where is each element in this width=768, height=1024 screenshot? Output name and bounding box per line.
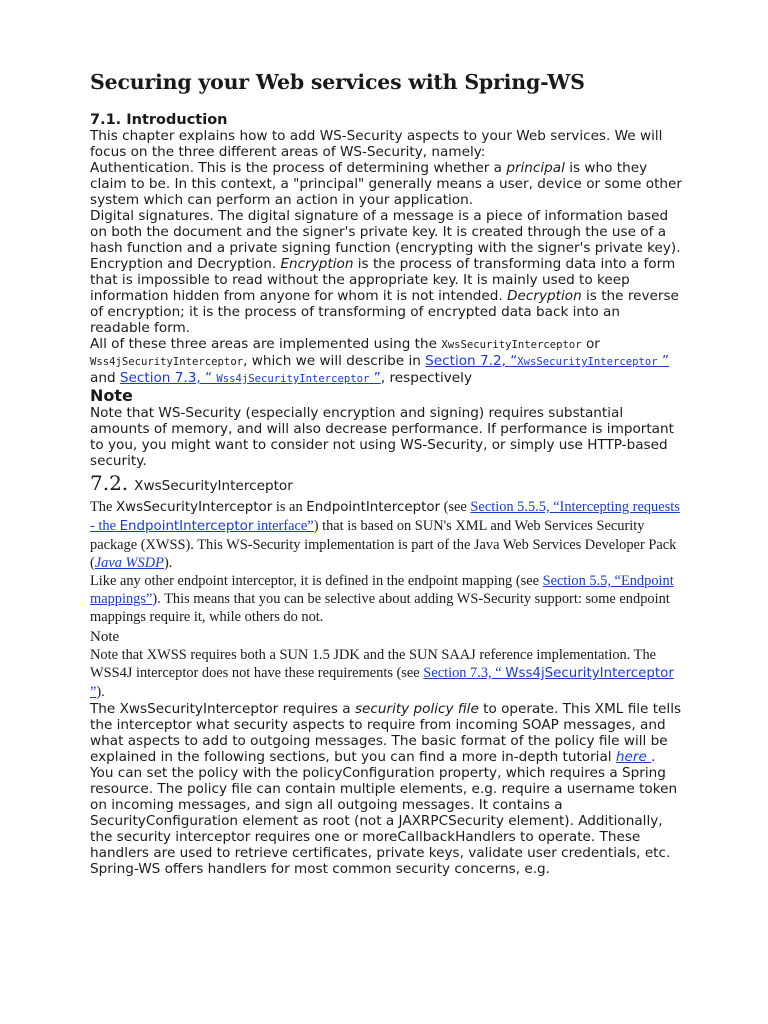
note-heading: Note — [90, 386, 133, 405]
section-7-2-title: XwsSecurityInterceptor — [134, 478, 293, 494]
encryption-paragraph — [90, 256, 682, 336]
section-7-3-note-link-text: Section 7.3, “ — [423, 665, 506, 681]
encryption-text-end: is the reverse of encryption; it is the process of transforming of encrypted data back into an readable form. — [90, 288, 679, 336]
policy-file-text: The XwsSecurityInterceptor requires a — [90, 701, 355, 717]
intro-paragraph: This chapter explains how to add WS-Security aspects to your Web services. We will focus on the three different areas of WS-Security, namely: — [90, 128, 663, 160]
endpoint-interceptor-name: EndpointInterceptor — [306, 500, 441, 515]
section-7-1-heading: 7.1. Introduction — [90, 112, 228, 128]
xws-interceptor-code: XwsSecurityInterceptor — [441, 339, 582, 351]
xws-intro-text-end: ). — [163, 555, 173, 571]
implementation-text-mid: , which we will describe in — [243, 353, 426, 369]
wss4j-interceptor-code: Wss4jSecurityInterceptor — [90, 356, 244, 368]
xws-intro-paragraph — [90, 498, 682, 572]
xws-intro-is-an: is an — [272, 499, 307, 515]
endpoint-mapping-paragraph — [90, 572, 682, 626]
security-policy-term: security policy file — [354, 701, 479, 717]
section-7-2-link-text: Section 7.2, “ — [425, 353, 518, 369]
note-paragraph: Note that WS-Security (especially encryption and signing) requires substantial amounts of memory, and will also decrease performance. If performance is important to you, you might want to consider not using WS-Security, or simply use HTTP-based security. — [90, 405, 674, 469]
authentication-paragraph — [90, 160, 682, 208]
implementation-text-end: , respectively — [380, 370, 472, 386]
section-7-3-note-link-end: ” — [90, 684, 97, 700]
page-title: Securing your Web services with Spring-WS — [90, 70, 585, 94]
section-7-3-link[interactable] — [120, 370, 381, 386]
section-5-5-5-link-end: interface” — [253, 518, 314, 534]
encryption-text-mid: is the process of transforming data into a form that is impossible to read without the appropriate key. It is mainly used to keep information hidden from anyone for whom it is not intended. — [90, 256, 676, 304]
java-wsdp-link[interactable] — [95, 555, 164, 571]
xws-intro-text-mid: ) that is based on SUN's XML and Web Services Security package (XWSS). This WS-Security implementation is part of the Java Web Services Developer Pack ( — [90, 518, 677, 571]
tutorial-here-link[interactable] — [616, 749, 651, 765]
decryption-term: Decryption — [507, 288, 582, 304]
section-7-2-link[interactable] — [425, 353, 669, 369]
section-7-3-note-link-code: Wss4jSecurityInterceptor — [505, 666, 674, 681]
implementation-and: and — [90, 370, 120, 386]
endpoint-mapping-text-end: ). This means that you can be selective about adding WS-Security support: some endpoint mappings require it, while others do not. — [90, 591, 670, 625]
implementation-paragraph — [90, 336, 682, 387]
encryption-text: Encryption and Decryption. — [90, 256, 281, 272]
xwss-note-text: Note that XWSS requires both a SUN 1.5 JDK and the SUN SAAJ reference implementation. The WSS4J interceptor does not have these requirements (see — [90, 647, 657, 681]
tutorial-here-link-text: here — [615, 749, 652, 765]
xws-intro-text: The — [90, 499, 116, 515]
section-5-5-5-link-code: EndpointInterceptor — [119, 519, 254, 534]
xwss-note-text-end: ). — [96, 684, 105, 700]
policy-file-paragraph — [90, 701, 682, 877]
policy-file-text-end: . You can set the policy with the policyConfiguration property, which requires a Spring resource. The policy file can contain multiple elements, e.g. require a username token on incoming messages, and sign all outgoing messages. It contains a SecurityConfiguration element as root (not a JAXRPCSecurity element). Additionally, the security interceptor requires one or moreCallbackHandlers to operate. These handlers are used to retrieve certificates, private keys, validate user credentials, etc. Spring-WS offers handlers for most common security concerns, e.g. — [90, 749, 678, 877]
section-5-5-link[interactable]: Section 5.5, “Endpoint mappings” — [90, 573, 674, 607]
java-wsdp-link-text: Java WSDP — [94, 555, 164, 571]
xwss-note-paragraph — [90, 646, 682, 701]
section-7-3-link-code: Wss4jSecurityInterceptor — [216, 373, 370, 385]
xws-intro-see: (see — [440, 499, 471, 515]
digital-signatures-paragraph: Digital signatures. The digital signature of a message is a piece of information based on both the document and the signer's private key. It is created through the use of a hash function and a private signing function (encrypting with the signer's private key). — [90, 208, 681, 256]
xwss-note-heading: Note — [90, 629, 120, 645]
policy-file-text-mid: to operate. This XML file tells the interceptor what security aspects to require from incoming SOAP messages, and what aspects to add to outgoing messages. The basic format of the policy file will be explained in the following sections, but you can find a more in-depth tutorial — [90, 701, 682, 765]
endpoint-mapping-text: Like any other endpoint interceptor, it is defined in the endpoint mapping (see — [90, 573, 543, 589]
section-5-5-5-link-text: Section 5.5.5, “Intercepting requests - the — [90, 499, 680, 534]
section-7-2-link-code: XwsSecurityInterceptor — [517, 356, 658, 368]
section-7-3-link-end: ” — [369, 370, 381, 386]
section-7-2-number: 7.2. — [90, 471, 129, 495]
authentication-text: Authentication. This is the process of determining whether a — [90, 160, 507, 176]
xws-class-name: XwsSecurityInterceptor — [115, 500, 273, 515]
authentication-text-end: is who they claim to be. In this context, a "principal" generally means a user, device or some other system which can perform an action in your application. — [90, 160, 682, 208]
document-page — [90, 70, 682, 877]
section-7-3-link-text: Section 7.3, “ — [119, 370, 217, 386]
section-7-2-link-end: ” — [657, 353, 669, 369]
principal-term: principal — [506, 160, 565, 176]
implementation-or: or — [581, 336, 600, 352]
implementation-text: All of these three areas are implemented using the — [90, 336, 442, 352]
section-7-2-heading — [90, 471, 682, 498]
encryption-term: Encryption — [280, 256, 354, 272]
